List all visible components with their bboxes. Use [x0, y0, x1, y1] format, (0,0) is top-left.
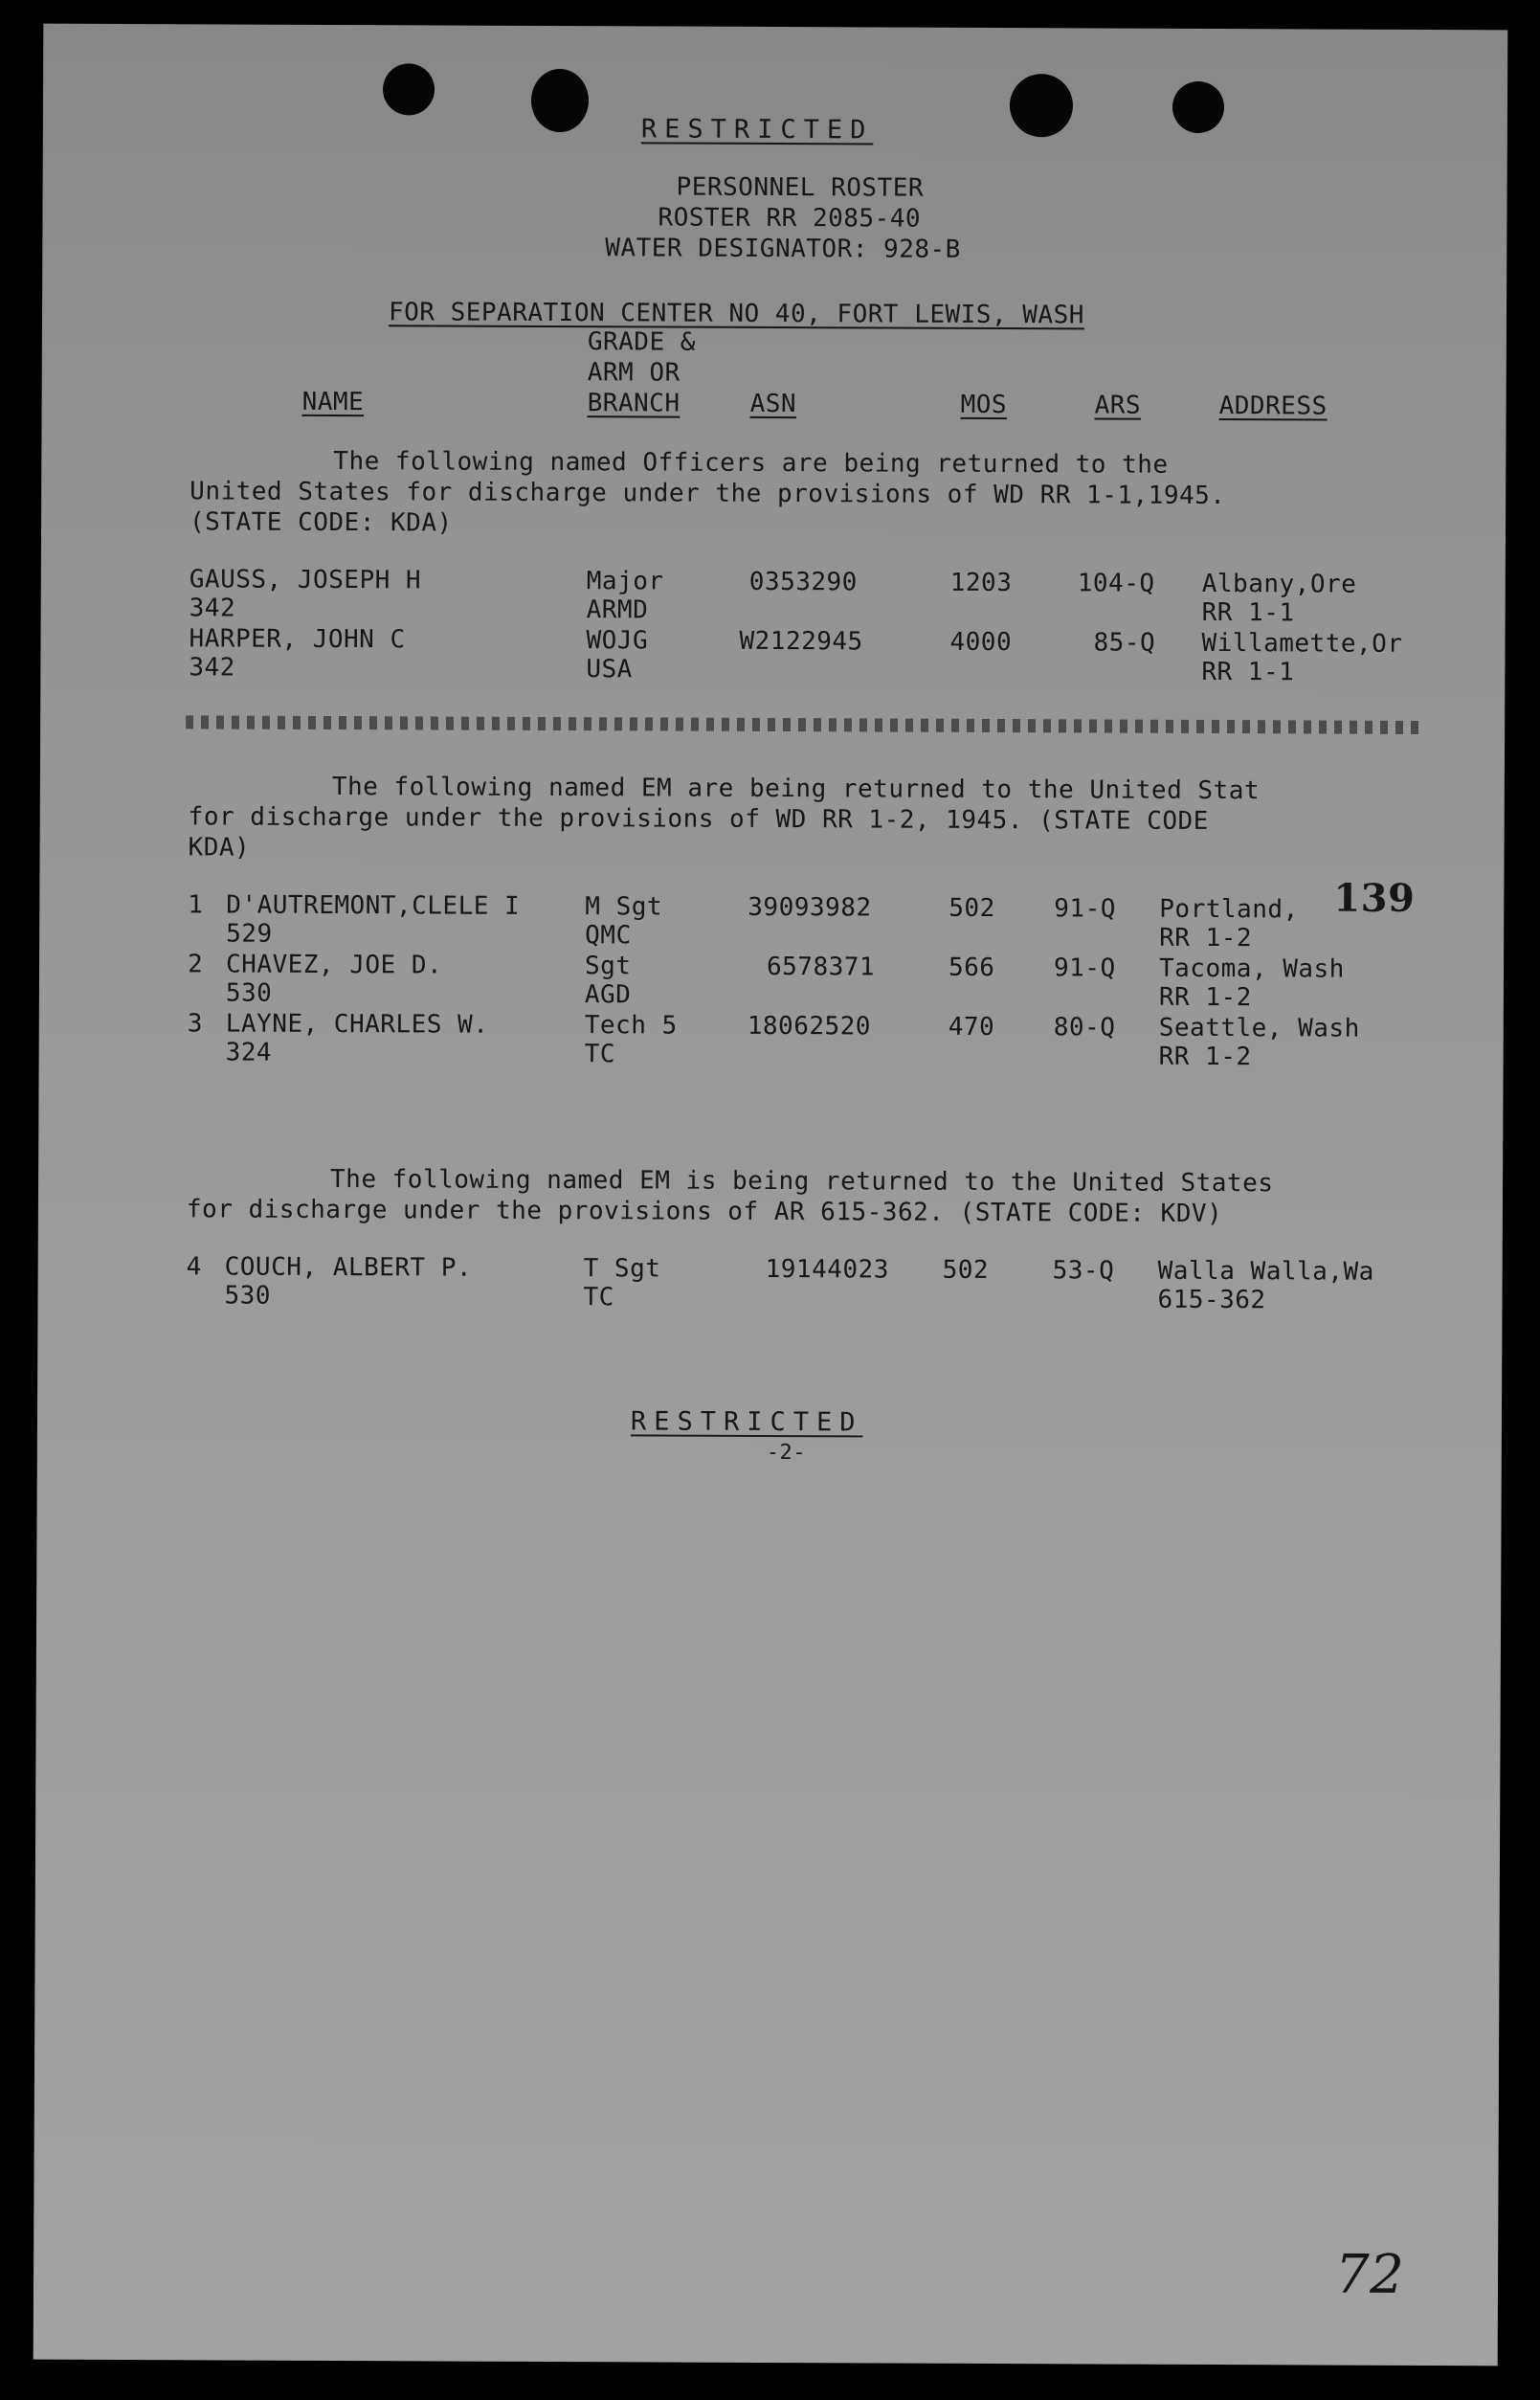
row-mos: 502	[942, 1255, 990, 1285]
row-mos: 502	[949, 893, 995, 924]
section3-line1: The following named EM is being returned to the United States	[330, 1164, 1274, 1199]
col-grade-2: ARM OR	[587, 358, 681, 388]
col-asn: ASN	[749, 389, 797, 419]
col-name: NAME	[301, 387, 365, 417]
col-mos: MOS	[960, 390, 1008, 420]
row-name: D'AUTREMONT,CLELE I	[226, 890, 521, 921]
row-address-1: Portland,	[1159, 894, 1299, 925]
row-mos: 1203	[949, 568, 1013, 598]
row-mos: 4000	[949, 627, 1013, 658]
section1-line1: The following named Officers are being returned to the	[333, 447, 1169, 480]
section2-line2: for discharge under the provisions of WD RR 1-2, 1945. (STATE CODE	[188, 802, 1209, 836]
punch-hole-3	[1010, 74, 1073, 137]
row-asn: W2122945	[739, 626, 863, 657]
row-name: HARPER, JOHN C	[189, 624, 406, 655]
punch-hole-1	[383, 63, 435, 115]
row-address-2: 615-362	[1157, 1285, 1266, 1315]
classification-bottom: RESTRICTED	[630, 1406, 863, 1438]
row-grade: Major	[586, 567, 664, 596]
page-number: -2-	[766, 1440, 807, 1466]
row-asn: 6578371	[766, 952, 876, 982]
row-ars: 104-Q	[1077, 569, 1155, 598]
row-address-2: RR 1-2	[1159, 923, 1253, 953]
row-branch: TC	[583, 1283, 614, 1312]
row-grade: Tech 5	[584, 1011, 678, 1041]
row-address-2: RR 1-2	[1158, 1042, 1252, 1072]
row-ars: 85-Q	[1093, 628, 1156, 658]
section1-line2: United States for discharge under the provisions of WD RR 1-1,1945.	[190, 477, 1226, 511]
row-address-1: Walla Walla,Wa	[1157, 1256, 1374, 1287]
punch-hole-2	[531, 69, 589, 132]
classification-top: RESTRICTED	[640, 114, 874, 146]
col-grade-1: GRADE &	[587, 327, 697, 357]
row-number: 4	[186, 1252, 202, 1282]
row-grade: T Sgt	[583, 1254, 661, 1284]
row-code: 342	[189, 594, 236, 623]
row-name: COUCH, ALBERT P.	[224, 1252, 473, 1283]
row-code: 530	[224, 1281, 272, 1311]
row-mos: 566	[948, 953, 995, 983]
section2-line1: The following named EM are being returned to the United Stat	[331, 772, 1261, 806]
row-address-2: RR 1-1	[1201, 597, 1295, 628]
col-ars: ARS	[1094, 391, 1142, 420]
row-code: 529	[226, 919, 273, 949]
section2-line3: KDA)	[188, 833, 251, 863]
water-designator: WATER DESIGNATOR: 928-B	[605, 234, 961, 264]
row-branch: QMC	[585, 921, 632, 951]
row-ars: 91-Q	[1053, 953, 1116, 983]
row-code: 530	[225, 978, 273, 1008]
row-address-1: Tacoma, Wash	[1158, 953, 1345, 984]
row-grade: WOJG	[586, 626, 649, 656]
separator-line	[186, 715, 1420, 734]
section3-line2: for discharge under the provisions of AR 615-362. (STATE CODE: KDV)	[186, 1195, 1223, 1229]
row-asn: 39093982	[748, 892, 872, 923]
roster-title: PERSONNEL ROSTER	[676, 172, 925, 203]
row-name: CHAVEZ, JOE D.	[225, 950, 443, 980]
col-address: ADDRESS	[1218, 392, 1328, 421]
separation-center: FOR SEPARATION CENTER NO 40, FORT LEWIS, WASH	[388, 298, 1084, 330]
row-address-2: RR 1-1	[1201, 657, 1295, 687]
row-address-1: Willamette,Or	[1201, 628, 1403, 659]
row-grade: M Sgt	[585, 892, 663, 922]
row-address-1: Albany,Ore	[1201, 569, 1357, 599]
row-code: 324	[225, 1038, 273, 1067]
row-address-1: Seattle, Wash	[1158, 1013, 1360, 1043]
row-asn: 18062520	[747, 1011, 872, 1042]
row-address-2: RR 1-2	[1158, 982, 1252, 1013]
row-asn: 0353290	[748, 567, 858, 597]
row-branch: AGD	[584, 980, 632, 1010]
row-mos: 470	[948, 1012, 995, 1043]
row-asn: 19144023	[765, 1254, 889, 1285]
section1-line3: (STATE CODE: KDA)	[189, 507, 453, 538]
row-branch: TC	[584, 1040, 616, 1069]
row-ars: 80-Q	[1053, 1013, 1116, 1043]
document-page	[33, 24, 1508, 2366]
row-number: 3	[187, 1009, 203, 1039]
row-code: 342	[189, 653, 235, 683]
roster-number: ROSTER RR 2085-40	[658, 203, 922, 234]
row-branch: USA	[586, 655, 633, 684]
col-grade-3: BRANCH	[587, 389, 681, 418]
page-stamp-number: 139	[1333, 875, 1416, 921]
row-branch: ARMD	[586, 595, 649, 625]
punch-hole-4	[1172, 81, 1224, 133]
row-number: 1	[188, 890, 204, 920]
row-ars: 53-Q	[1052, 1256, 1115, 1286]
row-name: LAYNE, CHARLES W.	[225, 1009, 489, 1040]
row-grade: Sgt	[584, 952, 632, 981]
row-number: 2	[187, 950, 204, 979]
row-ars: 91-Q	[1054, 894, 1116, 924]
row-name: GAUSS, JOSEPH H	[189, 565, 422, 595]
handwritten-folio-number: 72	[1334, 2243, 1405, 2306]
